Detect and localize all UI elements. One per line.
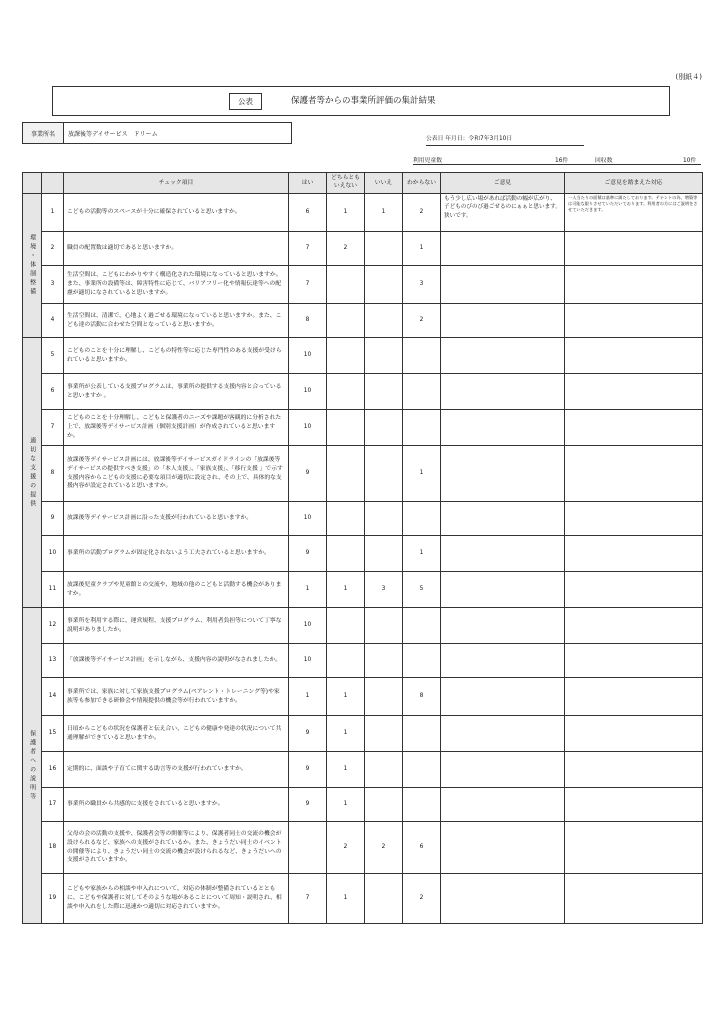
check-item: 事業所の職員から共感的に支援をされていると思いますか。 [64,788,289,822]
neither-count [327,374,365,410]
no-count [365,304,403,338]
unknown-count: 1 [403,446,441,502]
no-count: 3 [365,572,403,608]
response-cell [565,502,703,536]
check-item: 放課後児童クラブや児童館との交流や、地域の他のこどもと活動する機会がありますか。 [64,572,289,608]
responses-value: 10件 [683,158,697,164]
opinion-cell [441,752,565,788]
header-blank-category [23,173,42,194]
no-count: 1 [365,194,403,232]
check-item: 日頃からこどもの状況を保護者と伝え合い、こどもの健康や発達の状況について共通理解ができていると思いますか。 [64,716,289,752]
unknown-count: 2 [403,194,441,232]
no-count [365,232,403,266]
header-check-item: チェック項目 [64,173,289,194]
opinion-cell [441,446,565,502]
no-count [365,608,403,644]
response-cell: 一人当たりの面積は基準に満たしております。テナントの為、増築等は可能な限りさせていただいております。利用者の方にはご説明をさせていただきます。 [565,194,703,232]
table-row [23,678,703,716]
response-cell [565,572,703,608]
office-box [22,122,292,144]
opinion-cell [441,410,565,446]
no-count [365,338,403,374]
yes-count: 10 [289,374,327,410]
no-count [365,874,403,924]
opinion-cell [441,788,565,822]
header-opinion: ご意見 [441,173,565,194]
opinion-cell [441,232,565,266]
row-number: 12 [42,608,64,644]
title-box [52,86,670,116]
opinion-cell [441,716,565,752]
unknown-count: 3 [403,266,441,304]
users-value: 16件 [555,158,569,164]
response-cell [565,304,703,338]
table-row [23,874,703,924]
check-item: 生活空間は、こどもにわかりやすく構造化された環境になっていると思いますか。また、事業所の設備等は、障害特性に応じて、バリアフリー化や情報伝達等への配慮が適切になされていると思いますか。 [64,266,289,304]
row-number: 18 [42,822,64,874]
counts-row [413,155,701,169]
header-response: ご意見を踏まえた対応 [565,173,703,194]
yes-count [289,822,327,874]
yes-count: 10 [289,410,327,446]
unknown-count [403,788,441,822]
opinion-cell [441,572,565,608]
opinion-cell [441,678,565,716]
unknown-count: 6 [403,822,441,874]
response-cell [565,644,703,678]
neither-count [327,446,365,502]
category-label: 環境・体制整備 [28,234,36,297]
publish-date: 公表日 年月日：令和7年3月10日 [426,133,584,146]
table-header-row [23,173,703,194]
category-cell [23,338,42,608]
row-number: 1 [42,194,64,232]
neither-count: 1 [327,716,365,752]
no-count [365,374,403,410]
opinion-cell: もう少し広い場があれば活動の幅が広がり、子どものびのび過ごせるのにぁぁと思います。狭いです。 [441,194,565,232]
annex-label: (別紙４) [675,73,702,81]
neither-count [327,608,365,644]
header-unknown: わからない [403,173,441,194]
yes-count: 7 [289,266,327,304]
neither-count: 1 [327,194,365,232]
no-count [365,788,403,822]
yes-count: 9 [289,752,327,788]
office-name: 放課後等デイサービス ドリーム [68,130,158,138]
unknown-count [403,374,441,410]
yes-count: 1 [289,678,327,716]
check-item: 定期的に、面談や子育てに関する助言等の支援が行われていますか。 [64,752,289,788]
response-cell [565,446,703,502]
yes-count: 9 [289,788,327,822]
unknown-count: 5 [403,572,441,608]
check-item: 事業所の活動プログラムが固定化されないよう工夫されていると思いますか。 [64,536,289,572]
row-number: 9 [42,502,64,536]
unknown-count [403,608,441,644]
check-item: 父母の会の活動の支援や、保護者会等の開催等により、保護者同士の交流の機会が設けられるなど、家族への支援がされているか。また、きょうだい同士のイベントの開催等により、きょうだい同士の交流の機会が設けられるなど、きょうだいへの支援がされていますか。 [64,822,289,874]
response-cell [565,410,703,446]
neither-count: 1 [327,752,365,788]
no-count [365,644,403,678]
unknown-count [403,338,441,374]
response-cell [565,678,703,716]
no-count [365,502,403,536]
response-cell [565,822,703,874]
header-neither: どちらとも いえない [327,173,365,194]
neither-count [327,266,365,304]
unknown-count [403,716,441,752]
row-number: 17 [42,788,64,822]
neither-count: 1 [327,572,365,608]
opinion-cell [441,608,565,644]
header-yes: はい [289,173,327,194]
yes-count: 8 [289,304,327,338]
row-number: 15 [42,716,64,752]
yes-count: 10 [289,608,327,644]
row-number: 5 [42,338,64,374]
table-row [23,446,703,502]
category-cell [23,194,42,338]
table-row [23,752,703,788]
response-cell [565,374,703,410]
check-item: こどものことを十分理解し、こどもと保護者のニーズや課題が客観的に分析された上で、放課後等デイサービス計画（個別支援計画）が作成されていると思いますか。 [64,410,289,446]
office-label: 事業所名 [23,123,64,143]
response-cell [565,716,703,752]
opinion-cell [441,304,565,338]
table-row [23,572,703,608]
no-count [365,266,403,304]
row-number: 4 [42,304,64,338]
neither-count [327,338,365,374]
row-number: 14 [42,678,64,716]
no-count [365,410,403,446]
opinion-cell [441,536,565,572]
row-number: 19 [42,874,64,924]
evaluation-table [22,172,703,924]
row-number: 16 [42,752,64,788]
table-row [23,716,703,752]
public-tag: 公表 [229,93,262,110]
neither-count: 1 [327,678,365,716]
row-number: 8 [42,446,64,502]
no-count: 2 [365,822,403,874]
users-label: 利用児童数 [413,158,442,164]
yes-count: 10 [289,502,327,536]
check-item: 生活空間は、清潔で、心地よく過ごせる環境になっていると思いますか。また、こども達の活動に合わせた空間となっていると思いますか。 [64,304,289,338]
table-row [23,304,703,338]
neither-count [327,644,365,678]
yes-count: 7 [289,232,327,266]
opinion-cell [441,874,565,924]
unknown-count: 2 [403,304,441,338]
response-cell [565,232,703,266]
unknown-count [403,752,441,788]
table-row [23,502,703,536]
table-body [23,194,703,924]
check-item: こどものことを十分に理解し、こどもの特性等に応じた専門性のある支援が受けられていると思いますか。 [64,338,289,374]
check-item: 事業所が公表している支援プログラムは、事業所の提供する支援内容と合っていると思いますか 。 [64,374,289,410]
opinion-cell [441,266,565,304]
yes-count: 9 [289,446,327,502]
opinion-cell [441,644,565,678]
counts-underline [413,164,701,165]
neither-count: 2 [327,822,365,874]
table-row [23,338,703,374]
unknown-count [403,644,441,678]
neither-count [327,502,365,536]
table-row [23,232,703,266]
response-cell [565,874,703,924]
neither-count [327,536,365,572]
opinion-cell [441,374,565,410]
row-number: 6 [42,374,64,410]
check-item: 放課後等デイサービス計画に沿った支援が行われていると思いますか。 [64,502,289,536]
check-item: 職員の配置数は適切であると思いますか。 [64,232,289,266]
category-label: 適切な支援の提供 [28,436,36,509]
row-number: 7 [42,410,64,446]
table-row [23,822,703,874]
neither-count [327,410,365,446]
header-blank-number [42,173,64,194]
row-number: 10 [42,536,64,572]
yes-count: 10 [289,338,327,374]
row-number: 11 [42,572,64,608]
response-cell [565,536,703,572]
unknown-count [403,410,441,446]
check-item: こどもや家族からの相談や申入れについて、対応の体制が整備されているとともに、こどもや保護者に対してそのような場があることについて周知・説明され、相談や申入れをした際に迅速かつ適切に対応されていますか。 [64,874,289,924]
unknown-count: 1 [403,536,441,572]
row-number: 13 [42,644,64,678]
response-cell [565,752,703,788]
row-number: 3 [42,266,64,304]
check-item: 事業所では、家族に対して家族支援プログラム(ペアレント・トレーニング等)や家族等も参加できる研修会や情報提供の機会等が行われていますか。 [64,678,289,716]
table-row [23,644,703,678]
check-item: こどもの活動等のスペースが十分に確保されていると思いますか。 [64,194,289,232]
table-row [23,194,703,232]
header-no: いいえ [365,173,403,194]
check-item: 事業所を利用する際に、運営規程、支援プログラム、利用者負担等について丁寧な説明がありましたか。 [64,608,289,644]
row-number: 2 [42,232,64,266]
response-cell [565,338,703,374]
yes-count: 1 [289,572,327,608]
neither-count: 2 [327,232,365,266]
no-count [365,716,403,752]
opinion-cell [441,822,565,874]
yes-count: 10 [289,644,327,678]
response-cell [565,266,703,304]
no-count [365,536,403,572]
yes-count: 9 [289,536,327,572]
unknown-count: 8 [403,678,441,716]
opinion-cell [441,338,565,374]
category-cell [23,608,42,924]
yes-count: 9 [289,716,327,752]
table-row [23,410,703,446]
table-row [23,788,703,822]
responses-label: 回収数 [595,158,613,164]
no-count [365,678,403,716]
unknown-count: 1 [403,232,441,266]
check-item: 「放課後等デイサービス計画」を示しながら、支援内容の説明がなされましたか。 [64,644,289,678]
table-row [23,266,703,304]
yes-count: 6 [289,194,327,232]
table-row [23,374,703,410]
neither-count: 1 [327,788,365,822]
no-count [365,752,403,788]
neither-count: 1 [327,874,365,924]
table-row [23,608,703,644]
category-label: 保護者への説明等 [28,729,36,802]
check-item: 放課後等デイサービス計画には、放課後等デイサービスガイドラインの「放課後等デイサービスの提供すべき支援」の「本人支援」、「家族支援」、「移行支援 」で示す支援内容からこどもの支援に必要な項目が適切に設定され、その上で、具体的な支援内容が設定されていると思いますか。 [64,446,289,502]
page-title: 保護者等からの事業所評価の集計結果 [291,96,436,106]
unknown-count: 2 [403,874,441,924]
response-cell [565,608,703,644]
unknown-count [403,502,441,536]
table-row [23,536,703,572]
response-cell [565,788,703,822]
neither-count [327,304,365,338]
no-count [365,446,403,502]
yes-count: 7 [289,874,327,924]
opinion-cell [441,502,565,536]
